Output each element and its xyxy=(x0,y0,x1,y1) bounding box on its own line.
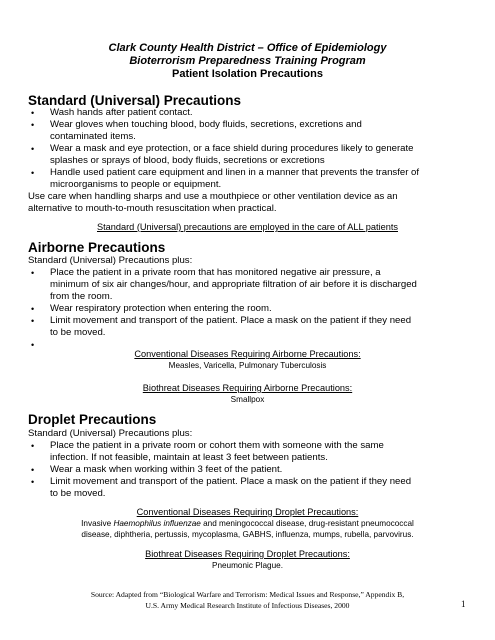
standard-bullet-4a: Handle used patient care equipment and linen in a manner that prevents the transfer of xyxy=(50,167,420,178)
bullet: • xyxy=(31,465,35,475)
standard-bullet-4b: microorganisms to people or equipment. xyxy=(50,179,222,190)
droplet-bullet-1b: infection. If not feasible, maintain at least 3 feet between patients. xyxy=(50,452,328,463)
bullet: • xyxy=(31,304,35,314)
bullet: • xyxy=(31,316,35,326)
droplet-bullet-3a: Limit movement and transport of the patient. Place a mask on the patient if they need xyxy=(50,476,412,487)
header-title: Patient Isolation Precautions xyxy=(172,68,323,80)
airborne-heading: Airborne Precautions xyxy=(28,240,166,255)
droplet-bullet-2: Wear a mask when working within 3 feet of the patient. xyxy=(50,464,283,475)
droplet-list-prefix: Invasive xyxy=(81,519,114,528)
droplet-bullet-1a: Place the patient in a private room or cohort them with someone with the same xyxy=(50,440,384,451)
standard-bullet-3a: Wear a mask and eye protection, or a face shield during procedures likely to generate xyxy=(50,143,414,154)
droplet-list-suffix: and meningococcal disease, drug-resistant pneumococcal xyxy=(200,519,414,528)
bullet: • xyxy=(31,144,35,154)
airborne-bullet-1a: Place the patient in a private room that has monitored negative air pressure, a xyxy=(50,267,381,278)
droplet-heading: Droplet Precautions xyxy=(28,412,157,427)
droplet-biothreat-title: Biothreat Diseases Requiring Droplet Precautions: xyxy=(145,549,350,559)
bullet: • xyxy=(31,441,35,451)
airborne-conventional-title: Conventional Diseases Requiring Airborne Precautions: xyxy=(134,349,361,359)
standard-bullet-1: Wash hands after patient contact. xyxy=(50,107,193,118)
airborne-intro: Standard (Universal) Precautions plus: xyxy=(28,255,193,266)
header-program: Bioterrorism Preparedness Training Program xyxy=(129,55,366,67)
droplet-conventional-list-1 xyxy=(0,518,495,529)
page-number: 1 xyxy=(461,599,466,609)
bullet: • xyxy=(31,340,35,350)
footer-source-1: Source: Adapted from “Biological Warfare and Terrorism: Medical Issues and Response,” Appendix B, xyxy=(90,590,405,599)
footer-source-2: U.S. Army Medical Research Institute of Infectious Diseases, 2000 xyxy=(145,601,350,610)
droplet-intro: Standard (Universal) Precautions plus: xyxy=(28,428,193,439)
droplet-biothreat-list: Pneumonic Plague. xyxy=(211,561,283,570)
bullet: • xyxy=(31,268,35,278)
droplet-conventional-title: Conventional Diseases Requiring Droplet Precautions: xyxy=(136,507,359,517)
standard-note-1: Use care when handling sharps and use a mouthpiece or other ventilation device as an xyxy=(28,191,398,202)
airborne-bullet-2: Wear respiratory protection when entering the room. xyxy=(50,303,272,314)
header-district: Clark County Health District – Office of Epidemiology xyxy=(108,42,387,54)
standard-heading: Standard (Universal) Precautions xyxy=(28,93,242,108)
airborne-conventional-list: Measles, Varicella, Pulmonary Tuberculosis xyxy=(168,361,327,370)
droplet-conventional-list-2: disease, diphtheria, pertussis, mycoplasma, GABHS, influenza, mumps, rubella, parvovirus. xyxy=(81,530,414,539)
airborne-biothreat-title: Biothreat Diseases Requiring Airborne Precautions: xyxy=(142,383,353,393)
droplet-list-organism: Haemophilus influenzae xyxy=(113,519,201,528)
standard-caption: Standard (Universal) precautions are employed in the care of ALL patients xyxy=(97,222,398,232)
airborne-bullet-3b: to be moved. xyxy=(50,327,106,338)
droplet-bullet-3b: to be moved. xyxy=(50,488,106,499)
airborne-bullet-1c: from the room. xyxy=(50,291,113,302)
bullet: • xyxy=(31,168,35,178)
bullet: • xyxy=(31,120,35,130)
standard-bullet-2a: Wear gloves when touching blood, body fluids, secretions, excretions and xyxy=(50,119,362,130)
airborne-bullet-3a: Limit movement and transport of the patient. Place a mask on the patient if they need xyxy=(50,315,412,326)
standard-bullet-2b: contaminated items. xyxy=(50,131,136,142)
standard-note-2: alternative to mouth-to-mouth resuscitation when practical. xyxy=(28,203,277,214)
bullet: • xyxy=(31,108,35,118)
airborne-bullet-1b: minimum of six air changes/hour, and appropriate filtration of air before it is discharged xyxy=(50,279,417,290)
airborne-biothreat-list: Smallpox xyxy=(230,395,265,404)
bullet: • xyxy=(31,477,35,487)
standard-bullet-3b: splashes or sprays of blood, body fluids, secretions or excretions xyxy=(50,155,325,166)
